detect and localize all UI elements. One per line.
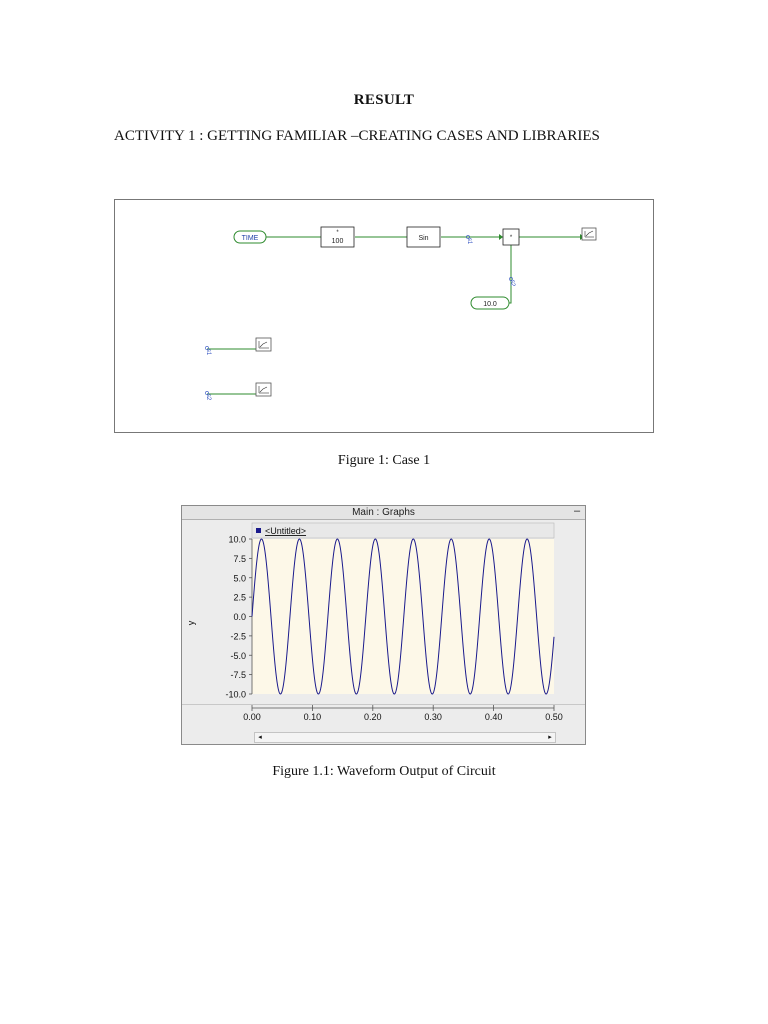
svg-text:s1: s1: [466, 237, 472, 245]
legend-swatch: [256, 528, 261, 533]
scroll-left-button[interactable]: ◂: [258, 734, 262, 741]
sin-block-label: Sin: [418, 235, 429, 242]
gain-block-value: 100: [331, 238, 344, 245]
page-heading: RESULT: [353, 92, 415, 108]
svg-text:s2: s2: [509, 279, 515, 287]
gain-block-symbol: *: [336, 230, 339, 236]
constant-value: 10.0: [483, 301, 497, 308]
gain-block[interactable]: [321, 227, 354, 247]
time-source-block[interactable]: [234, 231, 266, 243]
y-tick-label: -2.5: [230, 631, 246, 642]
legend-label: <Untitled>: [265, 526, 307, 536]
x-tick-label: 0.00: [243, 712, 261, 722]
y-tick-label: -7.5: [230, 670, 246, 681]
graph-window-title: Main : Graphs: [182, 506, 585, 520]
scroll-right-button[interactable]: ▸: [548, 734, 552, 741]
x-tick-label: 0.10: [303, 712, 322, 722]
multiplier-block[interactable]: [503, 229, 519, 245]
figure1-caption: Figure 1: Case 1: [337, 453, 431, 468]
y-tick-label: -10.0: [225, 689, 246, 700]
y-tick-label: 10.0: [228, 534, 246, 545]
x-tick-label: 0.20: [364, 712, 382, 722]
multiplier-symbol: *: [509, 235, 513, 241]
y-tick-label: 2.5: [233, 592, 246, 603]
graph-window: [181, 505, 586, 745]
graph-output-icon[interactable]: [582, 228, 596, 240]
minimize-button[interactable]: –: [573, 505, 581, 517]
y-axis-label: y: [186, 620, 196, 626]
svg-text:s1: s1: [205, 348, 211, 356]
plot-area: [252, 539, 554, 694]
y-tick-label: 0.0: [233, 612, 246, 622]
y-tick-label: 5.0: [233, 573, 246, 584]
probe-s1[interactable]: [205, 338, 271, 356]
x-tick-label: 0.30: [424, 712, 442, 722]
circuit-schematic: [114, 199, 654, 433]
time-source-label: TIME: [241, 235, 259, 242]
figure2-caption: Figure 1.1: Waveform Output of Circuit: [272, 764, 496, 779]
x-tick-label: 0.40: [484, 712, 503, 722]
y-tick-label: 7.5: [233, 553, 246, 564]
wire-label-s2: [509, 277, 515, 286]
probe-s2[interactable]: [205, 383, 271, 401]
svg-text:s2: s2: [205, 393, 211, 401]
waveform-chart: [182, 520, 585, 730]
sin-block[interactable]: [407, 227, 440, 247]
constant-block[interactable]: [471, 297, 509, 309]
x-tick-label: 0.50: [545, 712, 563, 722]
y-tick-label: -5.0: [230, 650, 246, 661]
horizontal-scrollbar[interactable]: [254, 732, 556, 743]
activity-title: ACTIVITY 1 : GETTING FAMILIAR –CREATING CASES AND LIBRARIES: [114, 128, 600, 144]
signal-wires: [207, 237, 580, 394]
